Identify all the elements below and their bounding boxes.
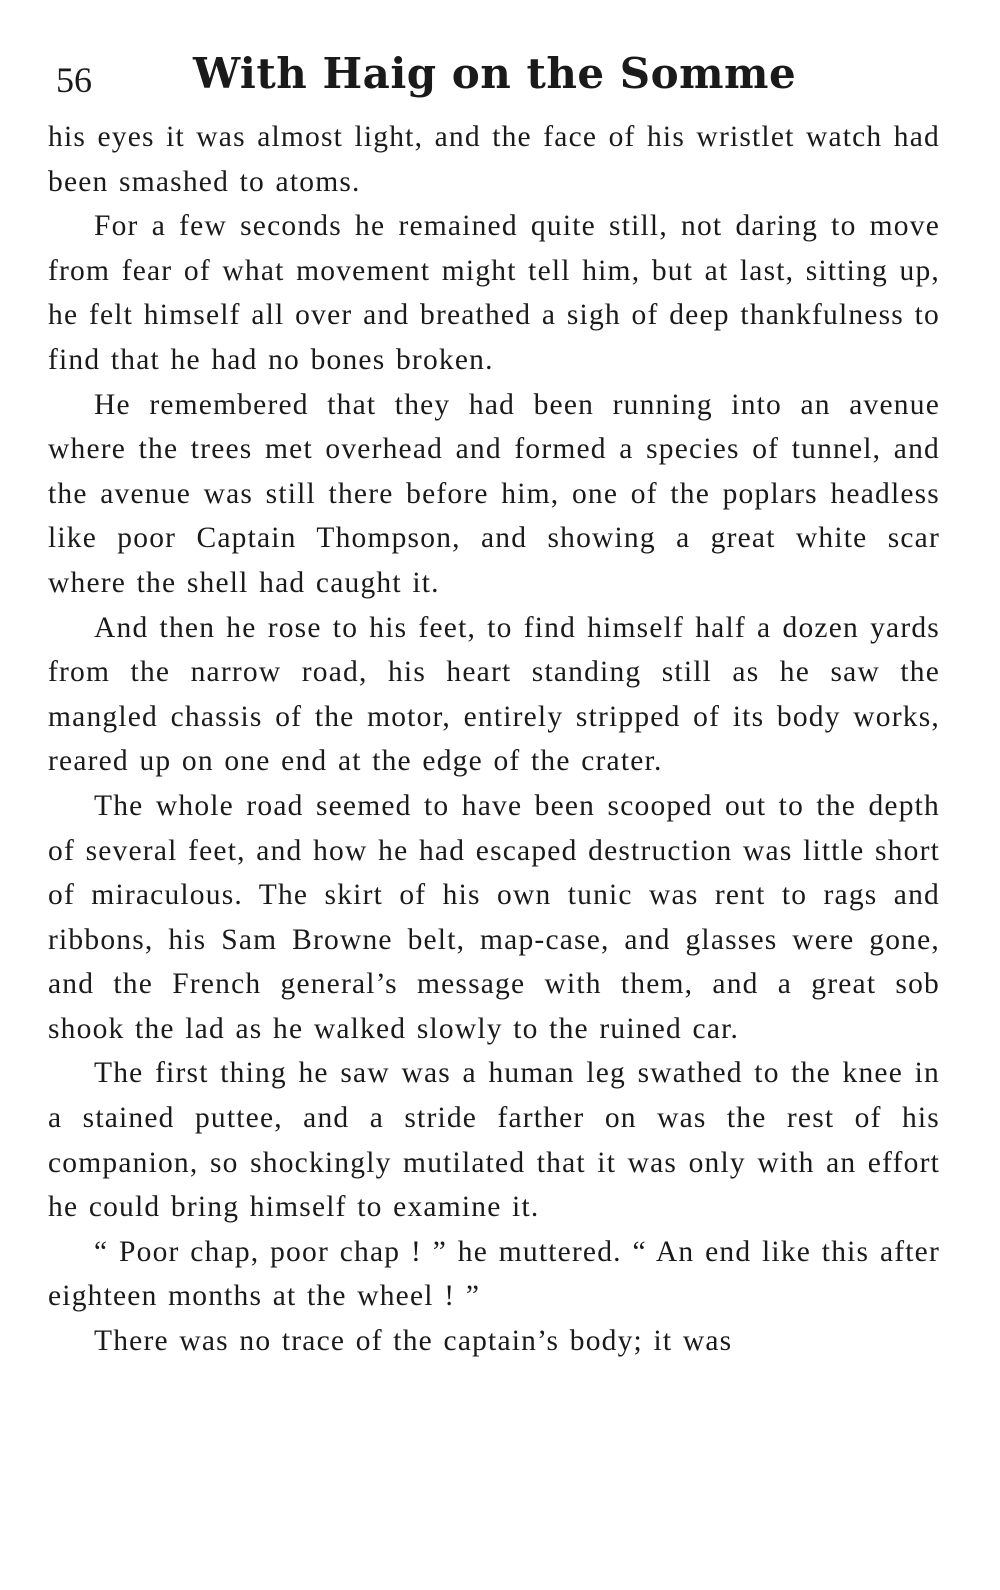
paragraph-continued: his eyes it was almost light, and the face of his wristlet watch had been smashed to atoms. bbox=[48, 121, 940, 198]
body-text bbox=[48, 115, 940, 1364]
paragraph: He remembered that they had been running into an avenue where the trees met overhead and formed a species of tunnel, and the avenue was still there before him, one of the poplars headless like poor Captain Thompson, and showing a great white scar where the shell had caught it. bbox=[48, 388, 940, 599]
paragraph: The first thing he saw was a human leg swathed to the knee in a stained puttee, and a stride farther on was the rest of his companion, so shockingly mutilated that it was only with an effort he could bring himself to examine it. bbox=[48, 1057, 940, 1224]
running-title: With Haig on the Somme bbox=[193, 49, 797, 98]
page-number: 56 bbox=[56, 60, 92, 100]
page-header bbox=[50, 48, 950, 108]
paragraph: For a few seconds he remained quite still, not daring to move from fear of what movement might tell him, but at last, sitting up, he felt himself all over and breathed a sigh of deep thankfulness to find that he had no bones broken. bbox=[48, 210, 940, 376]
paragraph: And then he rose to his feet, to find himself half a dozen yards from the narrow road, his heart standing still as he saw the mangled chassis of the motor, entirely stripped of its body works, reared up on one end at the edge of the crater. bbox=[48, 611, 940, 778]
paragraph-dialogue: “ Poor chap, poor chap ! ” he muttered. “ An end like this after eighteen months at the wheel ! ” bbox=[48, 1235, 940, 1313]
paragraph: The whole road seemed to have been scooped out to the depth of several feet, and how he had escaped destruction was little short of miraculous. The skirt of his own tunic was rent to rags and ribbons, his Sam Browne belt, map-case, and glasses were gone, and the French general’s message with them, and a great sob shook the lad as he walked slowly to the ruined car. bbox=[48, 789, 940, 1045]
paragraph: There was no trace of the captain’s body; it was bbox=[94, 1325, 733, 1358]
